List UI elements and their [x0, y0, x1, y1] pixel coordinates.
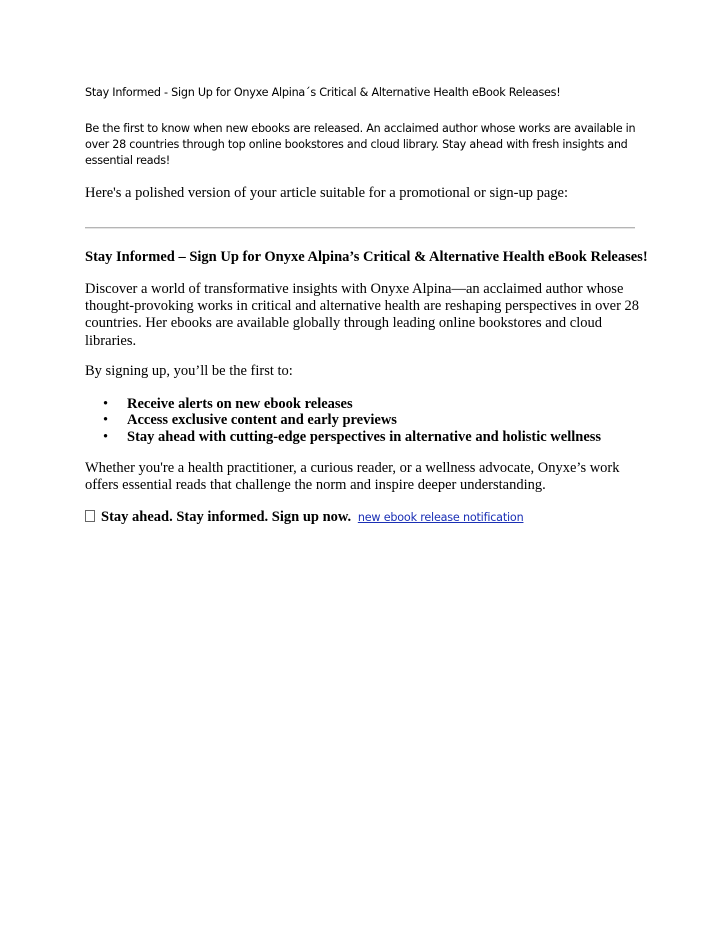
list-item — [85, 396, 645, 412]
intro-summary: Be the first to know when new ebooks are released. An acclaimed author whose works are available in over 28 countries through top online bookstores and cloud library. Stay ahead with fresh insights and essential reads! — [85, 122, 636, 167]
article-paragraph-intro: Discover a world of transformative insights with Onyxe Alpina—an acclaimed author whose thought-provoking works in critical and alternative health are reshaping perspectives in over 28 countries. Her ebooks are available globally through leading online bookstores and cloud libraries. — [85, 281, 640, 349]
list-item-text: Receive alerts on new ebook releases — [127, 396, 353, 412]
article-paragraph-signup: By signing up, you’ll be the first to: — [85, 363, 293, 379]
list-item-text: Access exclusive content and early previews — [127, 412, 397, 429]
article-heading: Stay Informed – Sign Up for Onyxe Alpina’s Critical & Alternative Health eBook Releases! — [85, 249, 648, 265]
call-to-action — [85, 509, 645, 526]
missing-glyph-icon — [85, 510, 95, 522]
bullet-icon: • — [103, 412, 109, 429]
signup-link[interactable]: new ebook release notification — [357, 511, 524, 524]
horizontal-divider — [85, 227, 635, 229]
list-item — [85, 429, 645, 445]
cta-text: Stay ahead. Stay informed. Sign up now. — [101, 509, 352, 525]
list-item-text: Stay ahead with cutting-edge perspectives in alternative and holistic wellness — [127, 428, 602, 445]
bullet-icon: • — [103, 428, 109, 445]
list-item — [85, 412, 645, 428]
article-paragraph-audience: Whether you're a health practitioner, a curious reader, or a wellness advocate, Onyxe’s work offers essential reads that challenge the norm and inspire deeper understanding. — [85, 460, 620, 494]
bullet-icon: • — [103, 396, 109, 412]
intro-title: Stay Informed - Sign Up for Onyxe Alpina´s Critical & Alternative Health eBook Releases! — [85, 86, 561, 99]
intro-note: Here's a polished version of your article suitable for a promotional or sign-up page: — [85, 185, 568, 201]
benefits-list — [85, 396, 645, 445]
